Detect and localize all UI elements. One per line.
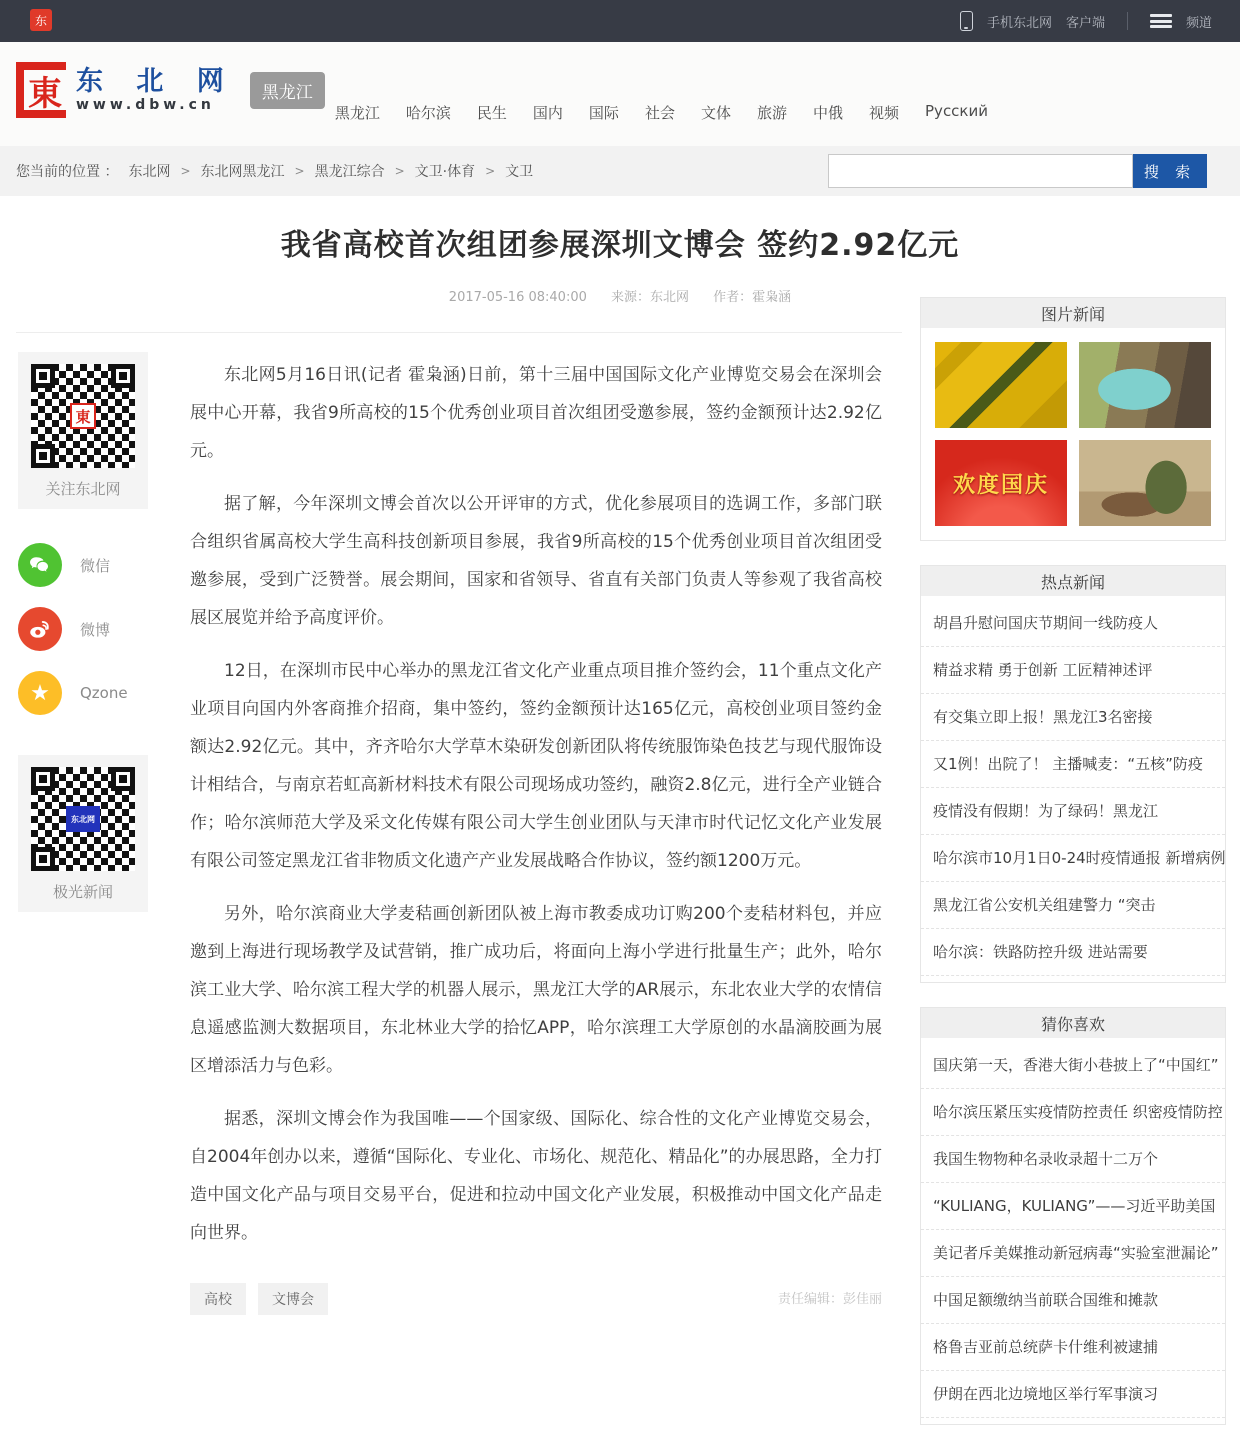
share-weibo-label: 微博	[80, 620, 111, 639]
breadcrumb-separator: >	[180, 164, 191, 178]
guess-news-item[interactable]: 美记者斥美媒推动新冠病毒“实验室泄漏论”	[921, 1230, 1225, 1277]
site-name: 东 北 网	[76, 66, 236, 97]
photo-news-box	[920, 297, 1226, 541]
weibo-icon	[18, 607, 62, 651]
nav-item-guoji[interactable]: 国际	[588, 104, 619, 122]
photo-news-title: 图片新闻	[921, 298, 1225, 328]
qr-code-jiguang	[31, 767, 135, 871]
breadcrumb-separator: >	[394, 164, 405, 178]
nav-item-wenti[interactable]: 文体	[700, 104, 731, 122]
photo-thumb-river[interactable]	[1079, 342, 1211, 428]
share-wechat[interactable]	[18, 543, 148, 587]
wechat-icon	[18, 543, 62, 587]
nav-item-lvyou[interactable]: 旅游	[756, 104, 787, 122]
breadcrumb-strip	[0, 146, 1240, 196]
guess-you-like-box	[920, 1007, 1226, 1425]
nav-item-heilongjiang[interactable]: 黑龙江	[334, 104, 380, 122]
nav-item-russian[interactable]: Русский	[925, 102, 988, 120]
search-input[interactable]	[828, 154, 1133, 188]
breadcrumb-item-hlj-zonghe[interactable]: 黑龙江综合	[314, 164, 385, 180]
nav-item-minsheng[interactable]: 民生	[476, 104, 507, 122]
site-header	[0, 42, 1240, 146]
topbar-divider	[1127, 12, 1128, 30]
breadcrumb-item-wenwei-tiyu[interactable]: 文卫·体育	[414, 164, 476, 180]
hot-news-box	[920, 565, 1226, 983]
qr-center-logo-icon: 东北网	[66, 806, 100, 832]
article-title: 我省高校首次组团参展深圳文博会 签约2.92亿元	[280, 228, 960, 263]
article-author: 作者：霍枭涵	[713, 290, 792, 305]
guess-news-item[interactable]: 伊朗在西北边境地区举行军事演习	[921, 1371, 1225, 1418]
article-date: 2017-05-16 08:40:00	[448, 290, 587, 305]
article-paragraph: 据了解，今年深圳文博会首次以公开评审的方式，优化参展项目的选调工作，多部门联合组织省属高校大学生高科技创新项目参展，我省9所高校的15个优秀创业项目首次组团受邀参展，受到广泛赞誉。展会期间，国家和省领导、省直有关部门负责人等参观了我省高校展区展览并给予高度评价。	[190, 494, 882, 628]
hot-news-title: 热点新闻	[921, 566, 1225, 596]
breadcrumb-prefix: 您当前的位置 ：	[16, 164, 119, 180]
article-source: 来源：东北网	[611, 290, 690, 305]
guess-news-item[interactable]: 国庆第一天，香港大街小巷披上了“中国红”	[921, 1042, 1225, 1089]
tag-wenbohui[interactable]: 文博会	[258, 1283, 328, 1315]
client-app-link[interactable]: 客户端	[1065, 15, 1105, 31]
nav-item-guonei[interactable]: 国内	[532, 104, 563, 122]
hot-news-item[interactable]: 哈尔滨：铁路防控升级 进站需要	[921, 929, 1225, 976]
article-paragraph: 另外，哈尔滨商业大学麦秸画创新团队被上海市教委成功订购200个麦秸材料包，并应邀到上海进行现场教学及试营销，推广成功后，将面向上海小学进行批量生产；此外，哈尔滨工业大学、哈尔滨工程大学的机器人展示，黑龙江大学的AR展示，东北农业大学的农情信息遥感监测大数据项目，东北林业大学的拾忆APP，哈尔滨理工大学原创的水晶滴胶画为展区增添活力与色彩。	[190, 904, 882, 1076]
hot-news-item[interactable]: 黑龙江省公安机关组建警力 “突击	[921, 882, 1225, 929]
guess-news-item[interactable]: 格鲁吉亚前总统萨卡什维利被逮捕	[921, 1324, 1225, 1371]
qr-box-dbw	[18, 352, 148, 509]
article-paragraph: 12日，在深圳市民中心举办的黑龙江省文化产业重点项目推介签约会，11个重点文化产业项目向国内外客商推介招商，集中签约，签约金额预计达165亿元，高校创业项目签约金额达2.92亿元。其中，齐齐哈尔大学草木染研发创新团队将传统服饰染色技艺与现代服饰设计相结合，与南京若虹高新材料技术有限公司现场成功签约，融资2.8亿元，进行全产业链合作；哈尔滨师范大学及采文化传媒有限公司大学生创业团队与天津市时代记忆文化产业发展有限公司签定黑龙江省非物质文化遗产产业发展战略合作协议，签约额1200万元。	[190, 661, 882, 871]
share-weibo[interactable]	[18, 607, 148, 651]
qr-code-dbw	[31, 364, 135, 468]
nav-item-shipin[interactable]: 视频	[869, 104, 900, 122]
site-url: www.dbw.cn	[76, 97, 215, 113]
photo-thumb-national-day[interactable]	[935, 440, 1067, 526]
logo-glyph-icon: 東	[16, 62, 66, 118]
photo-thumb-field[interactable]	[935, 342, 1067, 428]
qr-center-logo-icon: 東	[70, 403, 96, 429]
photo-thumb-soldier[interactable]	[1079, 440, 1211, 526]
mobile-phone-icon	[960, 11, 973, 31]
qr-caption: 极光新闻	[52, 883, 113, 901]
article-paragraph: 据悉，深圳文博会作为我国唯——个国家级、国际化、综合性的文化产业博览交易会，自2004年创办以来，遵循“国际化、专业化、市场化、规范化、精品化”的办展思路，全力打造中国文化产品与项目交易平台，促进和拉动中国文化产业发展，积极推动中国文化产品走向世界。	[190, 1109, 882, 1243]
hot-news-item[interactable]: 胡昌升慰问国庆节期间一线防疫人	[921, 600, 1225, 647]
breadcrumb	[16, 146, 533, 196]
share-qzone-label: Qzone	[80, 684, 128, 702]
guess-news-item[interactable]: 哈尔滨压紧压实疫情防控责任 织密疫情防控	[921, 1089, 1225, 1136]
channel-link[interactable]: 频道	[1185, 15, 1212, 31]
breadcrumb-item-dbw-hlj[interactable]: 东北网黑龙江	[200, 164, 285, 180]
guess-you-like-title: 猜你喜欢	[921, 1008, 1225, 1038]
hot-news-item[interactable]: 精益求精 勇于创新 工匠精神述评	[921, 647, 1225, 694]
share-wechat-label: 微信	[80, 556, 111, 575]
qr-box-jiguang	[18, 755, 148, 912]
qr-caption: 关注东北网	[45, 480, 121, 498]
hot-news-item[interactable]: 有交集立即上报！黑龙江3名密接	[921, 694, 1225, 741]
share-list	[18, 543, 148, 715]
right-sidebar	[920, 297, 1226, 1449]
breadcrumb-item-wenwei[interactable]: 文卫	[505, 164, 534, 180]
breadcrumb-separator: >	[485, 164, 496, 178]
nav-item-harbin[interactable]: 哈尔滨	[405, 104, 451, 122]
tag-gaoxiao[interactable]: 高校	[190, 1283, 246, 1315]
breadcrumb-separator: >	[294, 164, 305, 178]
divider	[16, 332, 902, 333]
hot-news-item[interactable]: 哈尔滨市10月1日0-24时疫情通报 新增病例	[921, 835, 1225, 882]
topbar	[0, 0, 1240, 42]
article-paragraph: 东北网5月16日讯(记者 霍枭涵)日前，第十三届中国国际文化产业博览交易会在深圳会展中心开幕，我省9所高校的15个优秀创业项目首次组团受邀参展，签约金额预计达2.92亿元。	[190, 365, 882, 461]
guess-news-item[interactable]: “KULIANG，KULIANG”——习近平助美国	[921, 1183, 1225, 1230]
article-body	[190, 356, 882, 1267]
nav-item-shehui[interactable]: 社会	[644, 104, 675, 122]
share-qzone[interactable]	[18, 671, 148, 715]
share-sidebar	[18, 352, 148, 936]
banner-text: 欢度国庆	[952, 472, 1049, 498]
guess-news-item[interactable]: 中国足额缴纳当前联合国维和摊款	[921, 1277, 1225, 1324]
topbar-mini-logo-icon: 东	[30, 9, 52, 31]
main-nav	[335, 102, 988, 123]
mobile-site-link[interactable]: 手机东北网	[986, 15, 1052, 31]
site-logo[interactable]	[16, 62, 325, 118]
search-button[interactable]: 搜 索	[1133, 154, 1207, 188]
hamburger-menu-icon[interactable]	[1150, 14, 1172, 28]
editor-credit: 责任编辑：彭佳丽	[777, 1292, 882, 1307]
guess-news-item[interactable]: 我国生物物种名录收录超十二万个	[921, 1136, 1225, 1183]
hot-news-item[interactable]: 又1例！出院了！ 主播喊麦：“五核”防疫	[921, 741, 1225, 788]
qzone-star-icon: ★	[18, 671, 62, 715]
hot-news-item[interactable]: 疫情没有假期！为了绿码！黑龙江	[921, 788, 1225, 835]
breadcrumb-item-dbw[interactable]: 东北网	[128, 164, 171, 180]
region-badge: 黑龙江	[250, 72, 325, 109]
nav-item-zhonge[interactable]: 中俄	[812, 104, 843, 122]
